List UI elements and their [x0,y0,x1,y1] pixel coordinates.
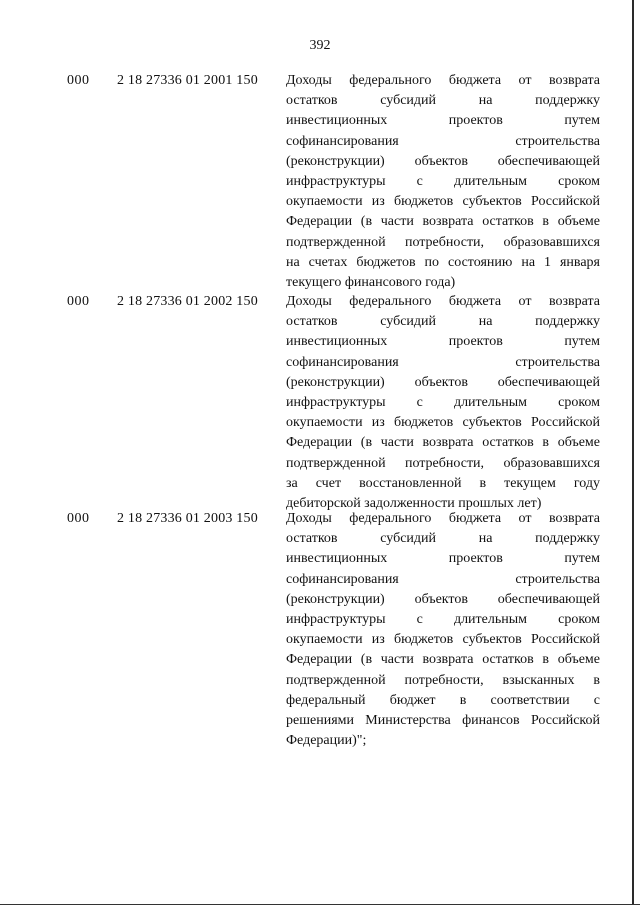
description-line: Доходы федерального бюджета от возврата [286,294,600,309]
description-line: за счет восстановленной в текущем году [286,475,600,491]
description-line: инвестиционных проектов путем [286,551,600,567]
description-line: Доходы федерального бюджета от возврата [286,511,600,526]
description-line: софинансирования строительства [286,354,600,370]
description-line: окупаемости из бюджетов субъектов Российской [286,194,600,210]
income-description [286,292,600,514]
description-line: инфраструктуры с длительным сроком [286,173,600,189]
description-line: подтвержденной потребности, образовавшихся [286,234,600,250]
description-line: (реконструкции) объектов обеспечивающей [286,153,600,169]
description-line: инфраструктуры с длительным сроком [286,611,600,627]
description-line: подтвержденной потребности, образовавшихся [286,455,600,471]
description-line: на счетах бюджетов по состоянию на 1 января [286,254,600,270]
income-description [286,71,600,293]
description-line: Доходы федерального бюджета от возврата [286,73,600,88]
description-line: подтвержденной потребности, взысканных в [286,672,600,688]
description-line: Федерации (в части возврата остатков в объеме [286,214,600,230]
description-line: остатков субсидий на поддержку [286,314,600,330]
description-line: (реконструкции) объектов обеспечивающей [286,374,600,390]
description-line: остатков субсидий на поддержку [286,93,600,109]
scan-edge-right [632,0,634,905]
budget-classification-code: 2 18 27336 01 2001 150 [117,73,258,88]
description-line: Федерации)"; [286,733,367,749]
description-line: (реконструкции) объектов обеспечивающей [286,591,600,607]
income-description [286,509,600,751]
description-line: инвестиционных проектов путем [286,113,600,129]
description-line: Федерации (в части возврата остатков в объеме [286,435,600,451]
admin-code: 000 [67,511,90,526]
budget-classification-code: 2 18 27336 01 2003 150 [117,511,258,526]
description-line: остатков субсидий на поддержку [286,531,600,547]
description-line: решениями Министерства финансов Российской [286,712,600,728]
description-line: Федерации (в части возврата остатков в объеме [286,652,600,668]
description-line: текущего финансового года) [286,274,456,290]
description-line: окупаемости из бюджетов субъектов Российской [286,632,600,648]
description-line: федеральный бюджет в соответствии с [286,692,600,708]
description-line: дебиторской задолженности прошлых лет) [286,495,542,511]
admin-code: 000 [67,73,90,88]
description-line: софинансирования строительства [286,133,600,149]
description-line: инфраструктуры с длительным сроком [286,394,600,410]
description-line: софинансирования строительства [286,571,600,587]
budget-classification-code: 2 18 27336 01 2002 150 [117,294,258,309]
description-line: окупаемости из бюджетов субъектов Российской [286,415,600,431]
admin-code: 000 [67,294,90,309]
page-number: 392 [309,38,331,53]
description-line: инвестиционных проектов путем [286,334,600,350]
